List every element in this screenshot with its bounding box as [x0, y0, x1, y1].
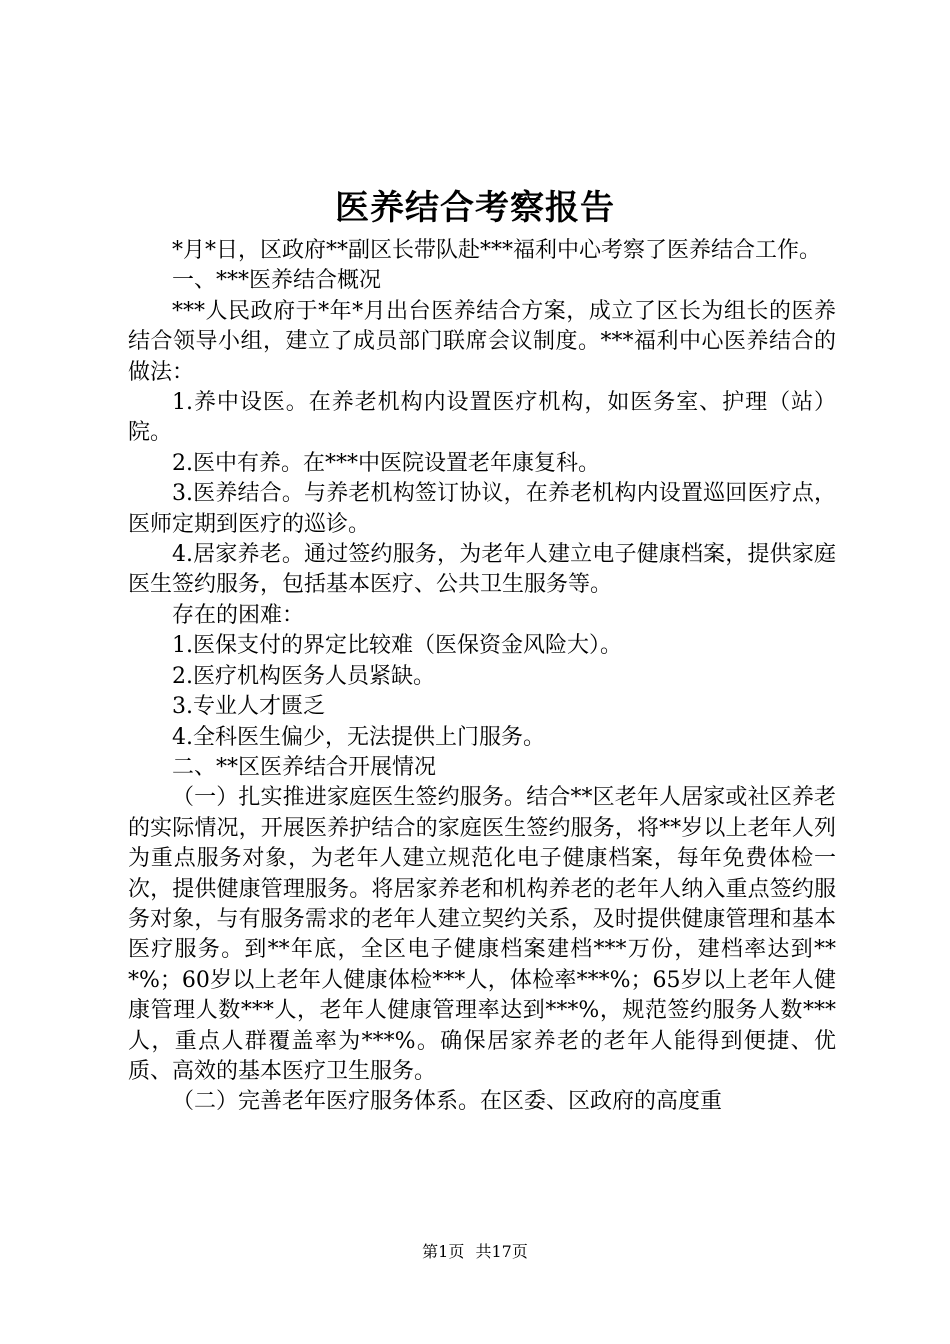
list-item: 1.养中设医。在养老机构内设置医疗机构，如医务室、护理（站）院。 [128, 390, 836, 446]
page-footer [0, 1240, 950, 1264]
section-heading: 二、**区医养结合开展情况 [172, 754, 437, 780]
paragraph: *月*日，区政府**副区长带队赴***福利中心考察了医养结合工作。 [172, 238, 822, 263]
list-item: 4.居家养老。通过签约服务，为老年人建立电子健康档案，提供家庭医生签约服务，包括基本医疗、公共卫生服务等。 [128, 542, 836, 598]
list-item: 3.医养结合。与养老机构签订协议，在养老机构内设置巡回医疗点，医师定期到医疗的巡诊。 [128, 481, 836, 537]
page-number: 第1页 [422, 1242, 465, 1261]
list-item: 1.医保支付的界定比较难（医保资金风险大）。 [172, 633, 622, 659]
document-title: 医养结合考察报告 [335, 188, 615, 228]
list-item: 2.医中有养。在***中医院设置老年康复科。 [172, 450, 600, 476]
list-item: 4.全科医生偏少，无法提供上门服务。 [172, 724, 545, 750]
list-item: 2.医疗机构医务人员紧缺。 [172, 663, 435, 689]
paragraph: （一）扎实推进家庭医生签约服务。结合**区老年人居家或社区养老的实际情况，开展医养护结合的家庭医生签约服务，将**岁以上老年人列为重点服务对象，为老年人建立规范化电子健康档案，每年免费体检一次，提供健康管理服务。将居家养老和机构养老的老年人纳入重点签约服务对象，与有服务需求的老年人建立契约关系，及时提供健康管理和基本医疗服务。到**年底，全区电子健康档案建档***万份，建档率达到***%；60岁以上老年人健康体检***人，体检率***%；65岁以上老年人健康管理人数***人，老年人健康管理率达到***%，规范签约服务人数***人，重点人群覆盖率为***%。确保居家养老的老年人能得到便捷、优质、高效的基本医疗卫生服务。 [128, 785, 836, 1084]
list-item: 3.专业人才匮乏 [172, 694, 325, 720]
document-body [128, 236, 836, 1118]
paragraph: （二）完善老年医疗服务体系。在区委、区政府的高度重 [172, 1089, 723, 1115]
paragraph: 存在的困难： [172, 602, 305, 628]
section-heading: 一、***医养结合概况 [172, 268, 382, 294]
page-total: 共17页 [475, 1242, 528, 1261]
paragraph: ***人民政府于*年*月出台医养结合方案，成立了区长为组长的医养结合领导小组，建立了成员部门联席会议制度。***福利中心医养结合的做法： [128, 298, 836, 385]
